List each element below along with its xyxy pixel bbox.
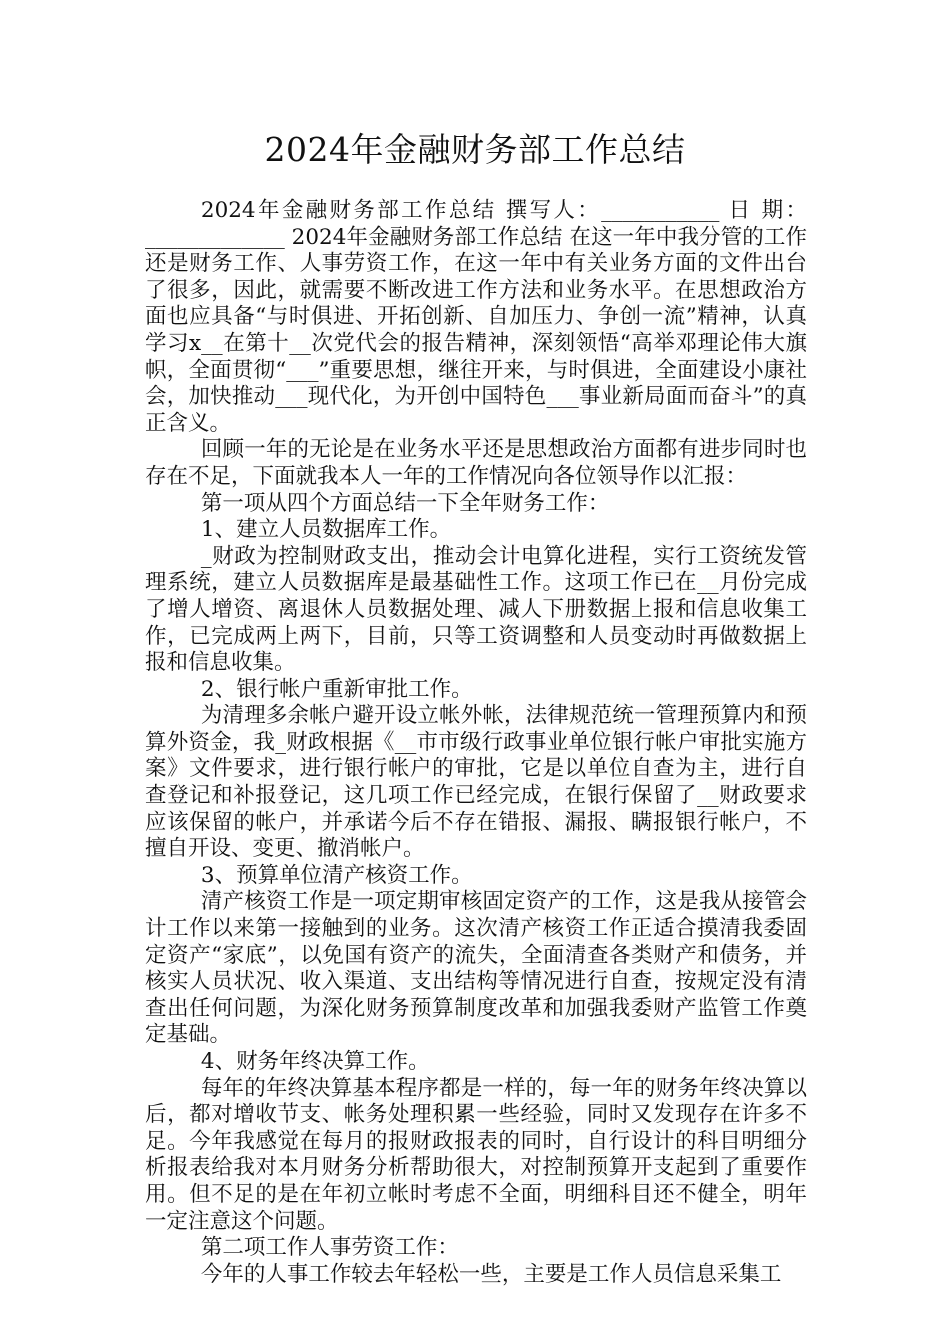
paragraph-intro: 2024年金融财务部工作总结 撰写人：___________ 日 期：_____________ 2024年金融财务部工作总结 在这一年中我分管的工作还是财务工作、人事劳资工作，在这一年中有关业务方面的文件出台了很多，因此，就需要不断改进工作方法和业务水平。在思想政治方面也应具备“与时俱进、开拓创新、自加压力、争创一流”精神，认真学习x__在第十__次党代会的报告精神，深刻领悟“高举邓理论伟大旗帜，全面贯彻“___”重要思想，继往开来，与时俱进，全面建设小康社会，加快推动___现代化，为开创中国特色___事业新局面而奋斗”的真正含义。 [145,198,807,436]
paragraph-asset-audit: 清产核资工作是一项定期审核固定资产的工作，这是我从接管会计工作以来第一接触到的业务。这次清产核资工作正适合摸清我委固定资产“家底”，以免国有资产的流失，全面清查各类财产和债务，并核实人员状况、收入渠道、支出结构等情况进行自查，按规定没有清查出任何问题，为深化财务预算制度改革和加强我委财产监管工作奠定基础。 [145,889,807,1048]
item-heading-1: 1、建立人员数据库工作。 [200,517,452,543]
paragraph-review: 回顾一年的无论是在业务水平还是思想政治方面都有进步同时也存在不足，下面就我本人一年的工作情况向各位领导作以汇报： [145,437,807,489]
paragraph-personnel: 今年的人事工作较去年轻松一些，主要是工作人员信息采集工 [200,1261,782,1287]
item-heading-4: 4、财务年终决算工作。 [200,1049,430,1074]
item-heading-2: 2、银行帐户重新审批工作。 [200,676,473,702]
paragraph-database: _财政为控制财政支出，推动会计电算化进程，实行工资统发管理系统，建立人员数据库是最基础性工作。这项工作已在__月份完成了增人增资、离退休人员数据处理、减人下册数据上报和信息收集工作，已完成两上两下，目前，只等工资调整和人员变动时再做数据上报和信息收集。 [145,543,807,676]
section-heading-personnel: 第二项工作人事劳资工作： [200,1235,459,1261]
paragraph-bank-accounts: 为清理多余帐户避开设立帐外帐，法律规范统一管理预算内和预算外资金，我_财政根据《__市市级行政事业单位银行帐户审批实施方案》文件要求，进行银行帐户的审批，它是以单位自查为主，进行自查登记和补报登记，这几项工作已经完成，在银行保留了__财政要求应该保留的帐户，并承诺今后不存在错报、漏报、瞒报银行帐户，不擅自开设、变更、撤消帐户。 [145,703,807,862]
paragraph-year-end: 每年的年终决算基本程序都是一样的，每一年的财务年终决算以后，都对增收节支、帐务处理积累一些经验，同时又发现存在许多不足。今年我感觉在每月的报财政报表的同时，自行设计的科目明细分析报表给我对本月财务分析帮助很大，对控制预算开支起到了重要作用。但不足的是在年初立帐时考虑不全面，明细科目还不健全，明年一定注意这个问题。 [145,1075,807,1234]
section-heading-finance: 第一项从四个方面总结一下全年财务工作： [200,490,610,516]
document-body [145,198,807,1288]
document-title: 2024年金融财务部工作总结 [264,130,686,169]
item-heading-3: 3、预算单位清产核资工作。 [200,862,473,888]
